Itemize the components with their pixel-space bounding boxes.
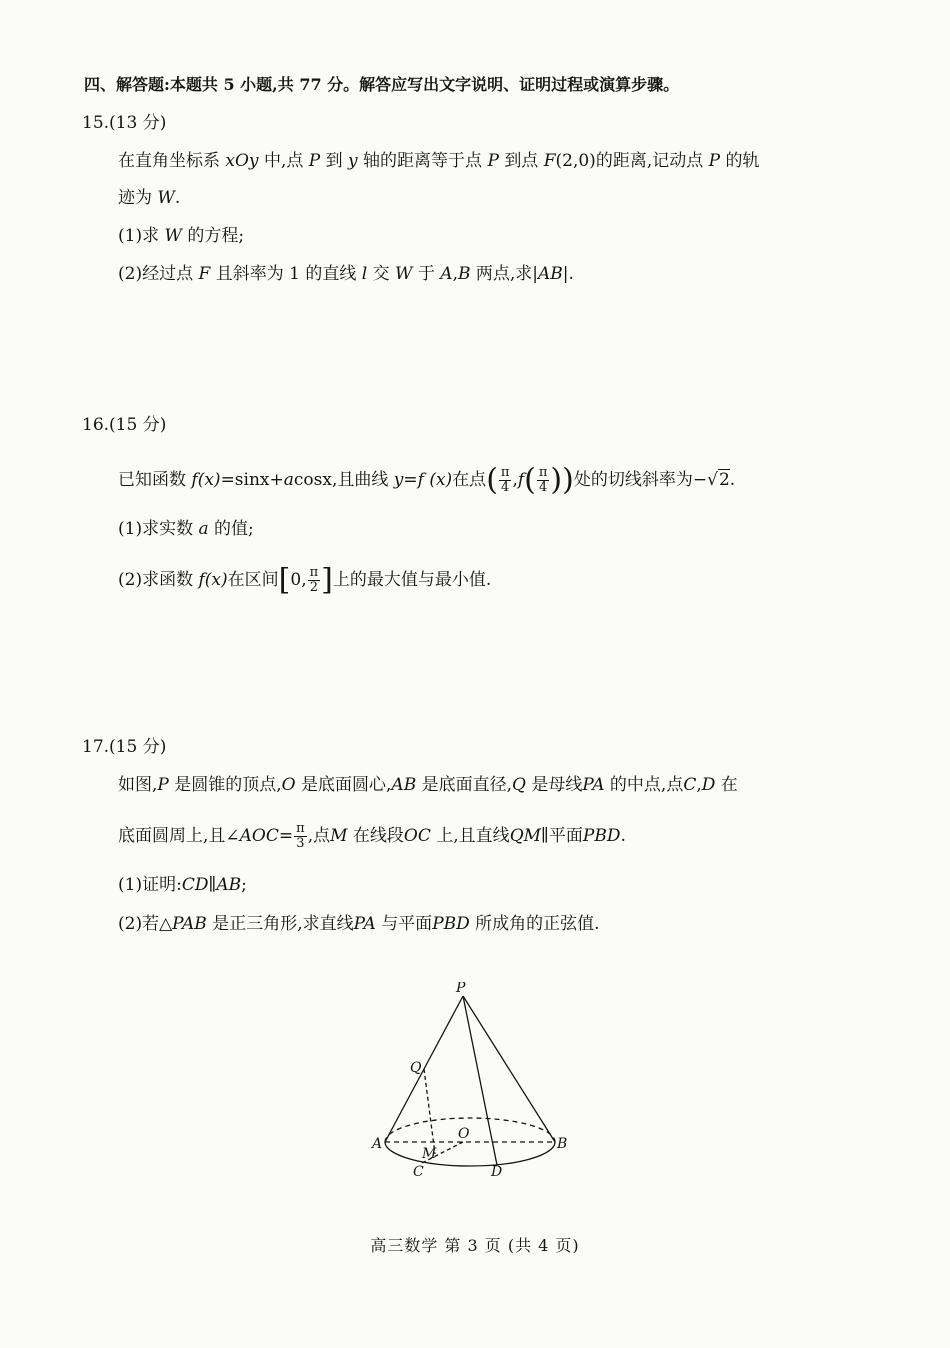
label-B: B	[557, 1136, 568, 1152]
page-footer: 高三数学 第 3 页 (共 4 页)	[370, 1236, 580, 1255]
label-O: O	[458, 1126, 470, 1142]
label-M: M	[422, 1146, 437, 1162]
q15-stem-line1: 在直角坐标系 xOy 中,点 P 到 y 轴的距离等于点 P 到点 F(2,0)的距离,记动点 P 的轨	[118, 151, 760, 171]
q15-number: 15.(13 分)	[82, 113, 167, 133]
q16-part2: (2)求函数 f(x)在区间[0, $\frac{\pi}{2}$ ]上的最大值与最小值.	[118, 562, 492, 598]
label-C: C	[413, 1164, 424, 1180]
label-D: D	[491, 1164, 503, 1180]
base-front-arc	[385, 1142, 555, 1166]
q17-number: 17.(15 分)	[82, 737, 167, 757]
q16-stem: 已知函数 f(x)=sinx+acosx,且曲线 y=f (x)在点( $\frac{\pi}{4}$ ,f( $\frac{\pi}{4}$ ))处的切线斜率为−√2.	[118, 462, 736, 498]
label-Q: Q	[410, 1060, 422, 1076]
q17-part2: (2)若△PAB 是正三角形,求直线PA 与平面PBD 所成角的正弦值.	[118, 914, 600, 934]
edge-PB	[463, 996, 555, 1142]
label-P: P	[456, 982, 466, 996]
segment-QM	[424, 1069, 435, 1154]
base-back-arc	[385, 1118, 555, 1142]
q17-part1: (1)证明:CD∥AB;	[118, 875, 247, 895]
section-header: 四、解答题:本题共 5 小题,共 77 分。解答应写出文字说明、证明过程或演算步骤。	[84, 75, 680, 94]
label-A: A	[372, 1136, 383, 1152]
q16-number: 16.(15 分)	[82, 415, 167, 435]
q15-part2: (2)经过点 F 且斜率为 1 的直线 l 交 W 于 A,B 两点,求|AB|.	[118, 264, 574, 284]
q16-part1: (1)求实数 a 的值;	[118, 519, 254, 539]
q17-stem-line2: 底面圆周上,且∠AOC= $\frac{\pi}{3}$ ,点M 在线段OC 上,且直线QM∥平面PBD.	[118, 821, 626, 851]
cone-figure	[360, 982, 580, 1182]
q17-stem-line1: 如图,P 是圆锥的顶点,O 是底面圆心,AB 是底面直径,Q 是母线PA 的中点,点C,D 在	[118, 775, 738, 795]
q15-part1: (1)求 W 的方程;	[118, 226, 245, 246]
q15-stem-line2: 迹为 W.	[118, 188, 181, 208]
